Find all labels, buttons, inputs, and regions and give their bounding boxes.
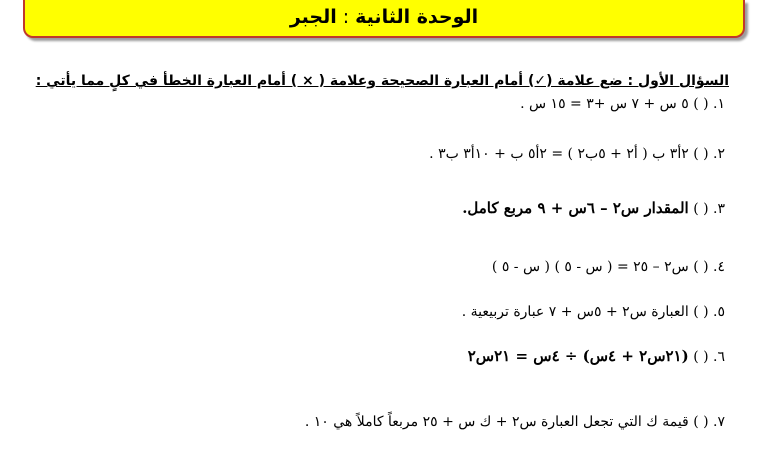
question-title: السؤال الأول : ضع علامة (✓) أمام العبارة الصحيحة وعلامة ( × ) أمام العبارة الخطأ في كلٍ مما يأتي : <box>35 73 729 89</box>
item-statement: ٥ س + ٧ س +٣ = ١٥ س . <box>520 96 689 112</box>
answer-box[interactable]: ( ) <box>693 304 709 320</box>
item-number: ٥. <box>713 304 725 320</box>
item-statement: س٢ – ٢٥ = ( س - ٥ ) ( س - ٥ ) <box>491 259 689 275</box>
answer-box[interactable]: ( ) <box>693 414 709 430</box>
item-number: ٦. <box>713 349 725 365</box>
answer-box[interactable]: ( ) <box>693 349 709 365</box>
item-number: ١. <box>713 96 725 112</box>
unit-label: الوحدة الثانية <box>355 6 479 28</box>
question-item-2 <box>429 146 725 162</box>
answer-box[interactable]: ( ) <box>693 146 709 162</box>
item-statement: المقدار س٢ – ٦س + ٩ مربع كامل. <box>462 199 689 217</box>
item-statement: ٢أ٣ ب ( أ٢ + ٥ب٢ ) = ٢أ٥ ب + ١٠أ٣ ب٣ . <box>429 146 689 162</box>
answer-box[interactable]: ( ) <box>693 201 709 217</box>
item-number: ٣. <box>713 201 725 217</box>
title-separator: : <box>342 6 350 28</box>
answer-box[interactable]: ( ) <box>693 259 709 275</box>
question-item-5 <box>462 304 725 320</box>
item-statement: (٢١س٢ + ٤س) ÷ ٤س = ٢١س٢ <box>467 347 689 365</box>
item-number: ٧. <box>713 414 725 430</box>
unit-title-banner <box>23 0 745 38</box>
subject-label: الجبر <box>289 6 337 28</box>
item-number: ٤. <box>713 259 725 275</box>
question-item-7 <box>305 414 725 430</box>
item-statement: قيمة ك التي تجعل العبارة س٢ + ك س + ٢٥ مربعاً كاملاً هي ١٠ . <box>304 414 689 430</box>
item-statement: العبارة س٢ + ٥س + ٧ عبارة تربيعية . <box>461 304 689 320</box>
question-item-4 <box>492 259 725 275</box>
item-number: ٢. <box>713 146 725 162</box>
question-item-1 <box>520 96 725 112</box>
answer-box[interactable]: ( ) <box>693 96 709 112</box>
question-item-6 <box>468 347 725 365</box>
question-item-3 <box>462 199 725 217</box>
